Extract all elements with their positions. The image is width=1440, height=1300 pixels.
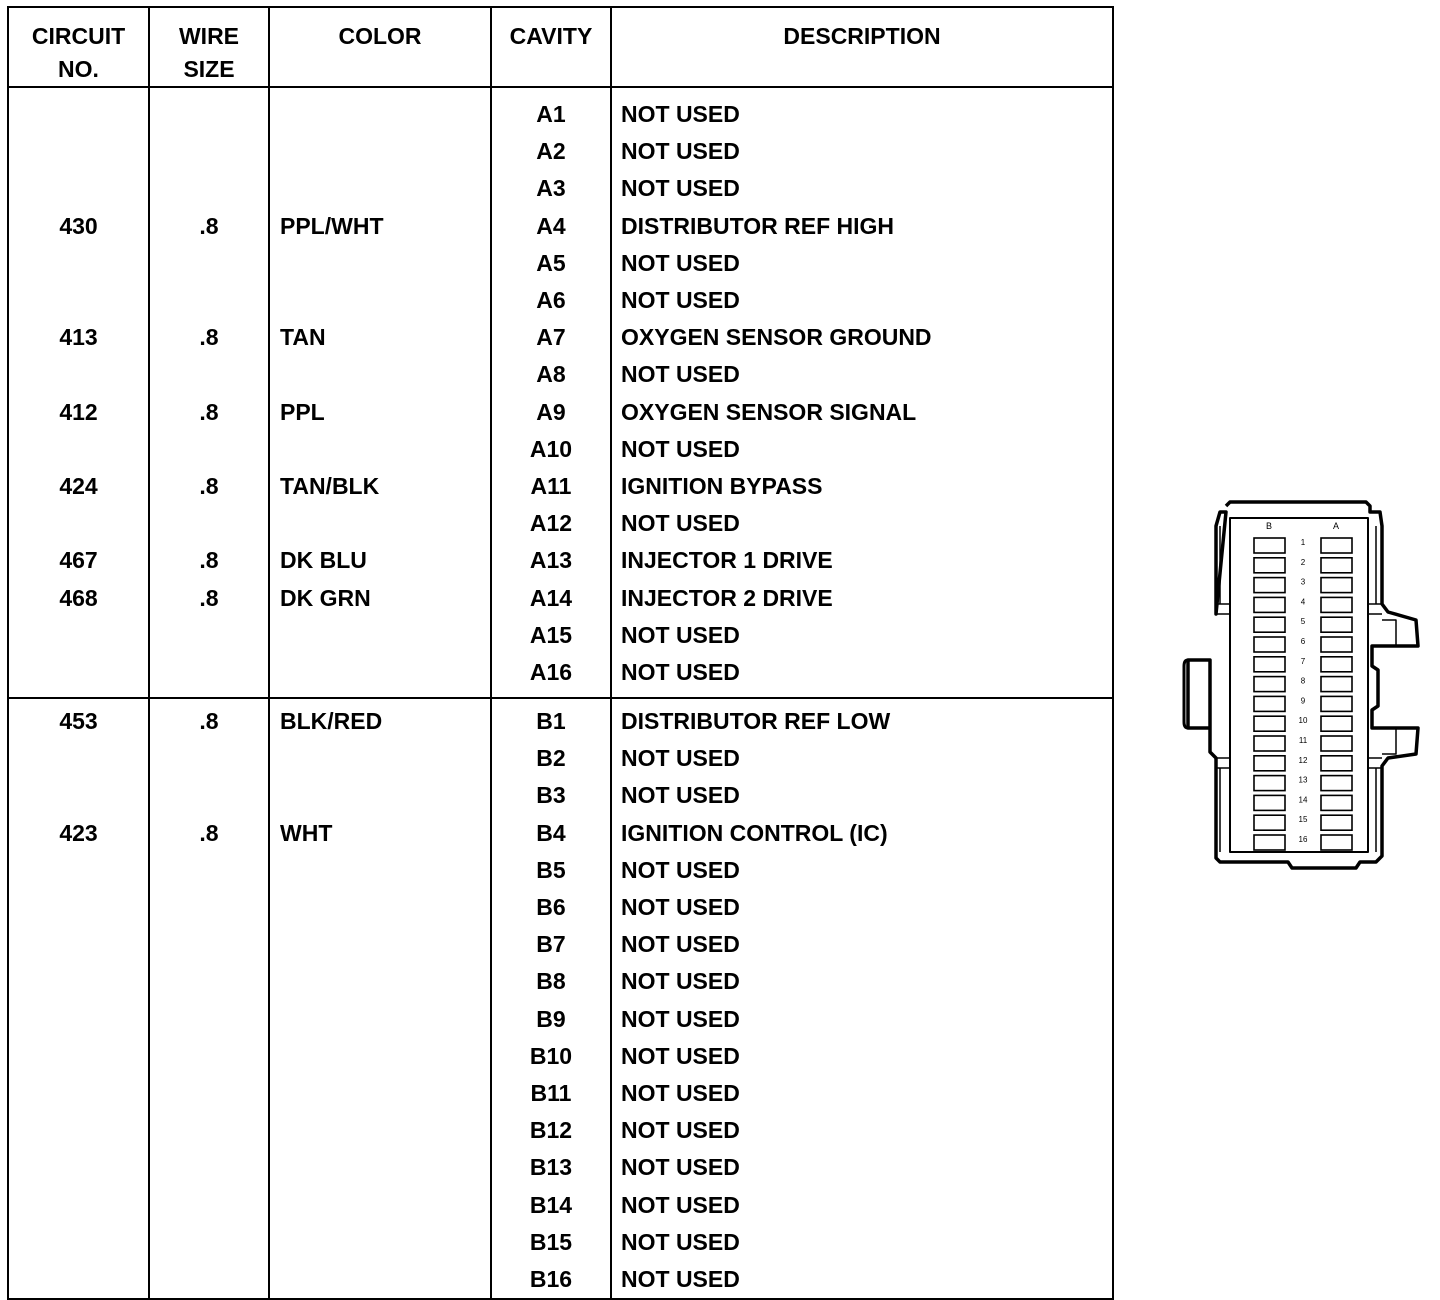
cell-color (269, 617, 491, 654)
cell-cavity: B4 (491, 815, 611, 852)
cell-cavity: B5 (491, 852, 611, 889)
cell-circuit-no (8, 1001, 149, 1038)
cell-wire-size (149, 1224, 269, 1261)
cell-wire-size (149, 431, 269, 468)
table-row (8, 282, 1113, 319)
cell-description: NOT USED (611, 282, 1113, 319)
cavity-a3 (1321, 578, 1352, 593)
cavity-b13 (1254, 776, 1285, 791)
cavity-a5 (1321, 617, 1352, 632)
cell-wire-size (149, 1149, 269, 1186)
cavity-a11 (1321, 736, 1352, 751)
table-row (8, 963, 1113, 1000)
cell-wire-size (149, 245, 269, 282)
cavity-a10 (1321, 716, 1352, 731)
table-row (8, 1038, 1113, 1075)
cell-wire-size: .8 (149, 542, 269, 579)
cell-circuit-no (8, 963, 149, 1000)
cell-cavity: A1 (491, 87, 611, 133)
table-row (8, 698, 1113, 740)
pin-number-label: 9 (1300, 696, 1306, 706)
cavity-b15 (1254, 815, 1285, 830)
cell-wire-size: .8 (149, 208, 269, 245)
cell-description: NOT USED (611, 1038, 1113, 1075)
connector-column-label-a: A (1332, 521, 1340, 531)
cell-circuit-no (8, 654, 149, 698)
cavity-a4 (1321, 597, 1352, 612)
cell-cavity: A16 (491, 654, 611, 698)
cell-cavity: B6 (491, 889, 611, 926)
table-row (8, 852, 1113, 889)
cell-wire-size (149, 926, 269, 963)
cell-cavity: A3 (491, 170, 611, 207)
cell-wire-size (149, 170, 269, 207)
table-row (8, 777, 1113, 814)
cell-color (269, 282, 491, 319)
cell-circuit-no (8, 133, 149, 170)
table-row (8, 617, 1113, 654)
cell-wire-size (149, 282, 269, 319)
table-row (8, 245, 1113, 282)
table-row (8, 505, 1113, 542)
cavity-b7 (1254, 657, 1285, 672)
cell-cavity: B1 (491, 698, 611, 740)
cell-color (269, 1224, 491, 1261)
cell-cavity: A14 (491, 579, 611, 616)
pin-number-label: 14 (1298, 795, 1308, 805)
pin-number-label: 13 (1298, 775, 1308, 785)
table-row (8, 1224, 1113, 1261)
cell-color: BLK/RED (269, 698, 491, 740)
cell-cavity: A13 (491, 542, 611, 579)
cell-description: NOT USED (611, 1001, 1113, 1038)
cell-cavity: B3 (491, 777, 611, 814)
cell-wire-size (149, 505, 269, 542)
cell-circuit-no: 467 (8, 542, 149, 579)
table-row (8, 1186, 1113, 1223)
cell-color (269, 87, 491, 133)
cell-color (269, 1075, 491, 1112)
cell-cavity: B12 (491, 1112, 611, 1149)
cell-color (269, 1038, 491, 1075)
table-row (8, 319, 1113, 356)
header-circuit-line1: CIRCUIT (31, 23, 126, 49)
cell-description: NOT USED (611, 1186, 1113, 1223)
pin-number-label: 12 (1298, 755, 1308, 765)
cell-wire-size (149, 1112, 269, 1149)
cell-description: INJECTOR 1 DRIVE (611, 542, 1113, 579)
cell-description: NOT USED (611, 356, 1113, 393)
cell-cavity: A7 (491, 319, 611, 356)
cell-cavity: B9 (491, 1001, 611, 1038)
cell-description: INJECTOR 2 DRIVE (611, 579, 1113, 616)
cell-circuit-no (8, 505, 149, 542)
cavity-a8 (1321, 677, 1352, 692)
cavity-b11 (1254, 736, 1285, 751)
pinout-table-container (7, 6, 1112, 1292)
cavity-b14 (1254, 795, 1285, 810)
cell-circuit-no: 468 (8, 579, 149, 616)
header-cavity: CAVITY (491, 7, 611, 87)
cell-description: NOT USED (611, 617, 1113, 654)
cell-wire-size (149, 1075, 269, 1112)
cell-circuit-no (8, 1224, 149, 1261)
cell-color: PPL (269, 394, 491, 431)
cell-color (269, 356, 491, 393)
cell-description: NOT USED (611, 963, 1113, 1000)
connector-pin-grid (1254, 538, 1352, 850)
cell-color (269, 1112, 491, 1149)
cell-description: DISTRIBUTOR REF LOW (611, 698, 1113, 740)
cell-circuit-no (8, 777, 149, 814)
cell-color: TAN/BLK (269, 468, 491, 505)
cell-description: IGNITION CONTROL (IC) (611, 815, 1113, 852)
cavity-a15 (1321, 815, 1352, 830)
table-row (8, 431, 1113, 468)
cell-cavity: B11 (491, 1075, 611, 1112)
cell-cavity: B7 (491, 926, 611, 963)
cell-description: DISTRIBUTOR REF HIGH (611, 208, 1113, 245)
cell-color: PPL/WHT (269, 208, 491, 245)
cell-circuit-no (8, 926, 149, 963)
cell-color (269, 133, 491, 170)
cell-wire-size: .8 (149, 394, 269, 431)
cell-wire-size (149, 852, 269, 889)
cell-circuit-no (8, 617, 149, 654)
cell-wire-size (149, 963, 269, 1000)
cavity-a1 (1321, 538, 1352, 553)
cell-cavity: B10 (491, 1038, 611, 1075)
table-row (8, 394, 1113, 431)
cell-circuit-no (8, 87, 149, 133)
cell-wire-size (149, 87, 269, 133)
cell-wire-size (149, 654, 269, 698)
cell-description: IGNITION BYPASS (611, 468, 1113, 505)
cell-color (269, 170, 491, 207)
cell-cavity: B16 (491, 1261, 611, 1299)
cell-description: NOT USED (611, 889, 1113, 926)
cell-circuit-no: 424 (8, 468, 149, 505)
cell-wire-size (149, 1038, 269, 1075)
table-row (8, 87, 1113, 133)
cavity-a12 (1321, 756, 1352, 771)
cell-cavity: B8 (491, 963, 611, 1000)
header-wire-line1: WIRE (178, 23, 240, 49)
cell-color: TAN (269, 319, 491, 356)
cell-color: WHT (269, 815, 491, 852)
cell-cavity: A12 (491, 505, 611, 542)
cell-circuit-no: 412 (8, 394, 149, 431)
table-row (8, 1112, 1113, 1149)
pin-number-label: 5 (1300, 617, 1306, 627)
cavity-a2 (1321, 558, 1352, 573)
table-row (8, 1149, 1113, 1186)
cell-circuit-no (8, 245, 149, 282)
table-row (8, 579, 1113, 616)
cell-description: NOT USED (611, 1224, 1113, 1261)
cavity-b2 (1254, 558, 1285, 573)
cavity-b4 (1254, 597, 1285, 612)
table-row (8, 170, 1113, 207)
cavity-a7 (1321, 657, 1352, 672)
cavity-b16 (1254, 835, 1285, 850)
cell-circuit-no: 423 (8, 815, 149, 852)
cell-cavity: B13 (491, 1149, 611, 1186)
cell-circuit-no (8, 1112, 149, 1149)
cell-circuit-no (8, 889, 149, 926)
cell-color: DK BLU (269, 542, 491, 579)
pin-number-label: 11 (1298, 736, 1308, 745)
cell-description: NOT USED (611, 133, 1113, 170)
cell-color (269, 1149, 491, 1186)
cell-circuit-no (8, 1038, 149, 1075)
cell-wire-size (149, 777, 269, 814)
cell-description: NOT USED (611, 431, 1113, 468)
cell-description: NOT USED (611, 777, 1113, 814)
pinout-table (7, 6, 1114, 1300)
table-row (8, 1261, 1113, 1299)
pin-number-label: 6 (1300, 637, 1306, 646)
cavity-a13 (1321, 776, 1352, 791)
cell-cavity: B15 (491, 1224, 611, 1261)
cell-color (269, 926, 491, 963)
table-row (8, 542, 1113, 579)
table-row (8, 889, 1113, 926)
cavity-b10 (1254, 716, 1285, 731)
cell-color (269, 1261, 491, 1299)
cell-circuit-no (8, 1261, 149, 1299)
cell-wire-size (149, 1001, 269, 1038)
pin-number-label: 7 (1300, 656, 1306, 666)
cell-cavity: A10 (491, 431, 611, 468)
cavity-b3 (1254, 578, 1285, 593)
pin-number-label: 15 (1298, 815, 1308, 825)
cell-description: NOT USED (611, 1112, 1113, 1149)
pin-number-label: 1 (1300, 538, 1306, 547)
cell-color: DK GRN (269, 579, 491, 616)
cell-description: NOT USED (611, 245, 1113, 282)
cell-color (269, 431, 491, 468)
cell-cavity: B14 (491, 1186, 611, 1223)
cavity-b5 (1254, 617, 1285, 632)
cavity-a16 (1321, 835, 1352, 850)
cell-color (269, 1001, 491, 1038)
cell-wire-size: .8 (149, 468, 269, 505)
cell-circuit-no (8, 356, 149, 393)
pin-number-label: 8 (1300, 676, 1306, 686)
cell-circuit-no (8, 1186, 149, 1223)
header-description: DESCRIPTION (611, 7, 1113, 87)
cell-cavity: A8 (491, 356, 611, 393)
cell-color (269, 654, 491, 698)
cell-circuit-no (8, 852, 149, 889)
header-wire-size (149, 7, 269, 87)
cell-color (269, 777, 491, 814)
cell-description: NOT USED (611, 505, 1113, 542)
cell-wire-size (149, 617, 269, 654)
cavity-b12 (1254, 756, 1285, 771)
cell-wire-size: .8 (149, 698, 269, 740)
cell-description: NOT USED (611, 926, 1113, 963)
cell-description: NOT USED (611, 740, 1113, 777)
cell-color (269, 852, 491, 889)
cell-circuit-no (8, 1149, 149, 1186)
cell-cavity: A4 (491, 208, 611, 245)
cell-wire-size: .8 (149, 319, 269, 356)
cell-color (269, 1186, 491, 1223)
cell-wire-size: .8 (149, 579, 269, 616)
table-row (8, 654, 1113, 698)
table-row (8, 1075, 1113, 1112)
cell-description: NOT USED (611, 1075, 1113, 1112)
cell-circuit-no: 413 (8, 319, 149, 356)
cell-circuit-no (8, 282, 149, 319)
table-row (8, 133, 1113, 170)
cavity-b1 (1254, 538, 1285, 553)
cavity-a14 (1321, 795, 1352, 810)
table-row (8, 926, 1113, 963)
cell-wire-size (149, 1186, 269, 1223)
cell-wire-size (149, 356, 269, 393)
cell-cavity: A9 (491, 394, 611, 431)
cell-color (269, 963, 491, 1000)
cell-color (269, 245, 491, 282)
cavity-group-a (8, 87, 1113, 698)
cell-description: NOT USED (611, 87, 1113, 133)
cell-circuit-no: 453 (8, 698, 149, 740)
cell-description: NOT USED (611, 1261, 1113, 1299)
cell-cavity: A15 (491, 617, 611, 654)
pin-number-label: 16 (1298, 835, 1308, 844)
cell-description: OXYGEN SENSOR SIGNAL (611, 394, 1113, 431)
cavity-a6 (1321, 637, 1352, 652)
cell-circuit-no (8, 431, 149, 468)
cavity-b9 (1254, 696, 1285, 711)
pin-number-label: 3 (1300, 577, 1306, 587)
cell-circuit-no (8, 1075, 149, 1112)
pin-number-label: 10 (1298, 716, 1308, 726)
connector-column-label-b: B (1265, 521, 1273, 531)
cell-cavity: A11 (491, 468, 611, 505)
cavity-b6 (1254, 637, 1285, 652)
cell-wire-size (149, 133, 269, 170)
pin-number-label: 4 (1300, 597, 1306, 607)
pin-number-label: 2 (1300, 557, 1306, 567)
cavity-group-b (8, 698, 1113, 1299)
header-circuit-line2: NO. (58, 56, 99, 82)
table-header-row (8, 7, 1113, 87)
cell-cavity: B2 (491, 740, 611, 777)
table-row (8, 815, 1113, 852)
connector-face-diagram (1180, 496, 1425, 891)
cavity-a9 (1321, 696, 1352, 711)
table-row (8, 208, 1113, 245)
cell-wire-size (149, 889, 269, 926)
cell-description: NOT USED (611, 1149, 1113, 1186)
cell-wire-size (149, 1261, 269, 1299)
cell-description: NOT USED (611, 170, 1113, 207)
table-row (8, 740, 1113, 777)
table-row (8, 468, 1113, 505)
header-wire-line2: SIZE (183, 56, 235, 82)
cell-circuit-no: 430 (8, 208, 149, 245)
header-circuit-no (8, 7, 149, 87)
cell-wire-size (149, 740, 269, 777)
cell-circuit-no (8, 740, 149, 777)
cell-color (269, 505, 491, 542)
cavity-b8 (1254, 677, 1285, 692)
cell-cavity: A6 (491, 282, 611, 319)
cell-color (269, 889, 491, 926)
cell-circuit-no (8, 170, 149, 207)
cell-wire-size: .8 (149, 815, 269, 852)
table-row (8, 1001, 1113, 1038)
cell-description: NOT USED (611, 654, 1113, 698)
cell-cavity: A5 (491, 245, 611, 282)
header-color: COLOR (269, 7, 491, 87)
cell-description: NOT USED (611, 852, 1113, 889)
cell-cavity: A2 (491, 133, 611, 170)
table-row (8, 356, 1113, 393)
cell-description: OXYGEN SENSOR GROUND (611, 319, 1113, 356)
cell-color (269, 740, 491, 777)
